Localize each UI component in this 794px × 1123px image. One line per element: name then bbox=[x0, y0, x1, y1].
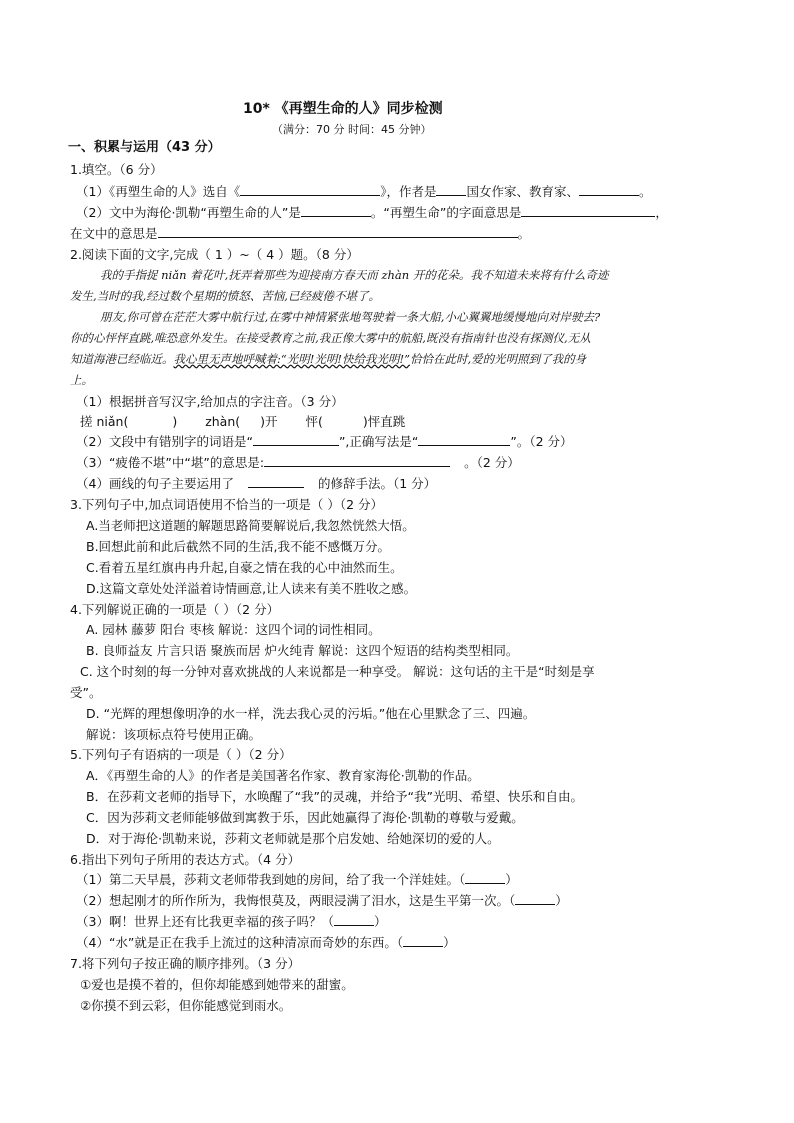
blank[interactable] bbox=[579, 182, 639, 196]
q2-sub1-items bbox=[80, 412, 405, 431]
passage-line: 发生,当时的我,经过数个星期的愤怒、苦恼,已经疲倦不堪了。 bbox=[70, 289, 380, 303]
q6-sub1 bbox=[76, 870, 518, 889]
q5-option-d[interactable]: D．对于海伦·凯勒来说，莎莉文老师就是那个启发她、给她深切的爱的人。 bbox=[86, 831, 500, 846]
q1-l1a: （1）《再塑生命的人》选自《 bbox=[76, 184, 241, 199]
q4-option-c-cont: 受”。 bbox=[70, 685, 102, 700]
pinyin-item: zhàn( bbox=[205, 414, 241, 429]
text: ） bbox=[505, 872, 518, 887]
passage-line bbox=[70, 350, 586, 369]
q3-option-d[interactable]: D.这篇文章处处洋溢着诗情画意,让人读来有美不胜收之感。 bbox=[86, 581, 417, 596]
text: （3）“疲倦不堪”中“堪”的意思是: bbox=[76, 455, 265, 470]
q6-sub2 bbox=[76, 891, 568, 910]
blank[interactable] bbox=[158, 224, 518, 238]
text: （4）画线的句子主要运用了 bbox=[76, 476, 234, 491]
q6-sub4 bbox=[76, 933, 456, 952]
blank[interactable] bbox=[436, 182, 466, 196]
q1-l2b: 。“再塑生命”的字面意思是 bbox=[370, 205, 522, 220]
text: （3）啊！世界上还有比我更幸福的孩子吗？（ bbox=[76, 914, 334, 929]
pinyin-item: 搓 niǎn( bbox=[80, 414, 129, 429]
q1-l2a: （2）文中为海伦·凯勒“再塑生命的人”是 bbox=[76, 205, 301, 220]
text: （2）想起刚才的所作所为，我悔恨莫及，两眼浸满了泪水，这是生平第一次。（ bbox=[76, 893, 516, 908]
paren: ) bbox=[172, 414, 178, 429]
q1-l1b: 》，作者是 bbox=[380, 184, 437, 199]
blank[interactable] bbox=[521, 203, 655, 217]
q1-line2 bbox=[76, 203, 668, 222]
text: ） bbox=[373, 914, 387, 929]
q1-l3b: 。 bbox=[517, 226, 531, 241]
passage-text: 恰恰在此时,爱的光明照到了我的身 bbox=[410, 352, 587, 366]
blank[interactable] bbox=[334, 912, 374, 926]
q3-option-b[interactable]: B.回想此前和此后截然不同的生活,我不能不感慨万分。 bbox=[86, 539, 391, 554]
q5-option-a[interactable]: A．《再塑生命的人》的作者是美国著名作家、教育家海伦·凯勒的作品。 bbox=[86, 768, 480, 783]
q1-line3 bbox=[70, 224, 530, 243]
paren: )怦直跳 bbox=[362, 414, 406, 429]
q7-sentence-1: ①爱也是摸不着的，但你却能感到她带来的甜蜜。 bbox=[80, 977, 354, 992]
blank[interactable] bbox=[403, 933, 443, 947]
q1-l1c: 国女作家、教育家、 bbox=[466, 184, 579, 199]
q3-stem: 3.下列句子中,加点词语使用不恰当的一项是（ ）（2 分） bbox=[70, 497, 384, 512]
text: ） bbox=[443, 935, 456, 950]
blank[interactable] bbox=[253, 432, 339, 446]
page-title: 10* 《再塑生命的人》同步检测 bbox=[243, 101, 443, 117]
pinyin-item: 怦( bbox=[305, 414, 323, 429]
blank[interactable] bbox=[240, 182, 380, 196]
q7-sentence-2: ②你摸不到云彩，但你能感觉到雨水。 bbox=[80, 998, 292, 1013]
q3-option-a[interactable]: A.当老师把这道题的解题思路简要解说后,我忽然恍然大悟。 bbox=[86, 518, 415, 533]
blank[interactable] bbox=[418, 432, 510, 446]
q5-option-b[interactable]: B．在莎莉文老师的指导下，水唤醒了“我”的灵魂，并给予“我”光明、希望、快乐和自由。 bbox=[86, 789, 583, 804]
q2-sub4 bbox=[76, 474, 436, 493]
q2-sub3 bbox=[76, 453, 520, 472]
blank[interactable] bbox=[264, 453, 450, 467]
passage-line: 你的心怦怦直跳,唯恐意外发生。在接受教育之前,我正像大雾中的航船,既没有指南针也没有探测仪,无从 bbox=[70, 331, 591, 345]
q6-stem: 6.指出下列句子所用的表达方式。（4 分） bbox=[70, 852, 301, 867]
q7-stem: 7.将下列句子按正确的顺序排列。（3 分） bbox=[70, 956, 301, 971]
text: 。（2 分） bbox=[464, 455, 520, 470]
q2-sub2 bbox=[76, 432, 573, 451]
underlined-sentence: 我心里无声地呼喊着:“光明!光明!快给我光明!” bbox=[173, 352, 410, 366]
blank[interactable] bbox=[301, 203, 371, 217]
text: ） bbox=[555, 893, 568, 908]
q1-l1d: 。 bbox=[639, 184, 652, 199]
passage-text: 知道海港已经临近。 bbox=[70, 352, 174, 366]
blank[interactable] bbox=[248, 474, 304, 488]
q1-stem: 1.填空。（6 分） bbox=[70, 162, 163, 177]
q6-sub3 bbox=[76, 912, 386, 931]
text: ”。（2 分） bbox=[510, 434, 573, 449]
text: 的修辞手法。（1 分） bbox=[317, 476, 437, 491]
blank[interactable] bbox=[465, 870, 505, 884]
q4-option-a[interactable]: A. 园林 藤萝 阳台 枣核 解说：这四个词的词性相同。 bbox=[86, 622, 381, 637]
q4-option-c[interactable]: C. 这个时刻的每一分钟对喜欢挑战的人来说都是一种享受。 解说：这句话的主干是“时刻是享 bbox=[80, 664, 595, 679]
text: ”,正确写法是“ bbox=[338, 434, 419, 449]
text: （1）第二天早晨，莎莉文老师带我到她的房间，给了我一个洋娃娃。（ bbox=[76, 872, 466, 887]
q3-option-c[interactable]: C.看着五星红旗冉冉升起,自豪之情在我的心中油然而生。 bbox=[86, 560, 403, 575]
passage-line: 我的手指捉 niǎn 着花叶,抚弄着那些为迎接南方春天而 zhàn 开的花朵。我不知道未来将有什么奇迹 bbox=[100, 268, 609, 282]
q4-option-d-note: 解说：该项标点符号使用正确。 bbox=[86, 727, 262, 742]
q2-stem: 2.阅读下面的文字,完成（ 1 ）~（ 4 ）题。（8 分） bbox=[70, 247, 359, 262]
text: （4）“水”就是正在我手上流过的这种清凉而奇妙的东西。（ bbox=[76, 935, 404, 950]
text: （2）文段中有错别字的词语是“ bbox=[76, 434, 253, 449]
q2-sub1: （1）根据拼音写汉字,给加点的字注音。（3 分） bbox=[76, 394, 344, 409]
q5-stem: 5.下列句子有语病的一项是（ ）（2 分） bbox=[70, 747, 292, 762]
q1-line1 bbox=[76, 182, 652, 201]
q1-l2c: ， bbox=[655, 205, 668, 220]
section-heading: 一、积累与运用（43 分） bbox=[68, 140, 221, 155]
q4-stem: 4.下列解说正确的一项是（ ）（2 分） bbox=[70, 602, 280, 617]
q4-option-b[interactable]: B. 良师益友 片言只语 聚族而居 炉火纯青 解说：这四个短语的结构类型相同。 bbox=[86, 643, 519, 658]
passage-line: 上。 bbox=[70, 373, 93, 387]
q1-l3a: 在文中的意思是 bbox=[70, 226, 158, 241]
q4-option-d[interactable]: D. “光辉的理想像明净的水一样，洗去我心灵的污垢。”他在心里默念了三、四遍。 bbox=[86, 706, 536, 721]
blank[interactable] bbox=[515, 891, 555, 905]
passage-line: 朋友,你可曾在茫茫大雾中航行过,在雾中神情紧张地驾驶着一条大船,小心翼翼地缓慢地向对岸驶去? bbox=[100, 310, 601, 324]
paren: )开 bbox=[260, 414, 278, 429]
page-subtitle: （满分：70 分 时间：45 分钟） bbox=[272, 123, 432, 136]
q5-option-c[interactable]: C．因为莎莉文老师能够做到寓教于乐，因此她赢得了海伦·凯勒的尊敬与爱戴。 bbox=[86, 810, 524, 825]
